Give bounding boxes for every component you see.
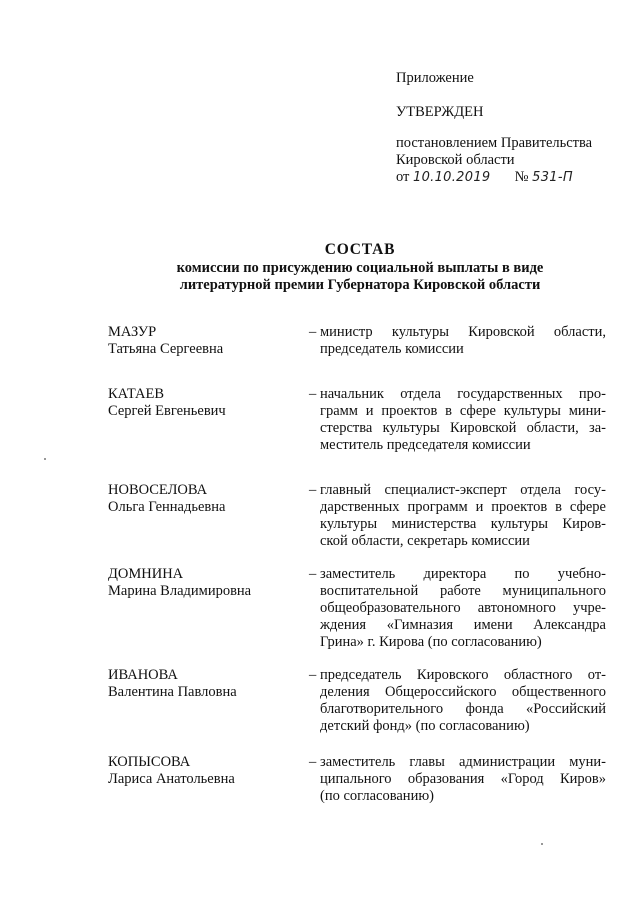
member-name <box>108 566 308 600</box>
role-line: детский фонд» (по согласованию) <box>320 718 530 734</box>
member-surname: КАТАЕВ <box>108 386 165 402</box>
role-line: меститель председателя комиссии <box>320 437 531 453</box>
member-name <box>108 482 308 516</box>
handwritten-date: 10.10.2019 <box>413 170 491 185</box>
member-role <box>320 667 606 735</box>
role-line: воспитательной работе муниципального <box>320 583 606 599</box>
member-entry <box>108 667 608 754</box>
handwritten-number: 531-П <box>532 170 573 185</box>
role-line: общеобразовательного автономного учре- <box>320 600 606 616</box>
member-given-name: Лариса Анатольевна <box>108 771 235 787</box>
member-dash: – <box>309 566 317 582</box>
member-entry <box>108 324 608 386</box>
members-list <box>108 324 608 814</box>
member-dash: – <box>309 754 317 770</box>
title-line-1: комиссии по присуждению социальной выплаты в виде <box>176 260 544 276</box>
member-name <box>108 324 308 358</box>
role-line: стерства культуры Кировской области, за- <box>320 420 606 436</box>
member-surname: ДОМНИНА <box>108 566 184 582</box>
role-line: Грина» г. Кирова (по согласованию) <box>320 634 542 650</box>
approved-label: УТВЕРЖДЕН <box>396 104 484 120</box>
decree-line-2: Кировской области <box>396 152 515 168</box>
member-role <box>320 566 606 651</box>
member-name <box>108 754 308 788</box>
role-line: деления Общероссийского общественного <box>320 684 606 700</box>
role-line: ждения «Гимназия имени Александра <box>320 617 606 633</box>
member-role <box>320 386 606 454</box>
role-line: заместитель главы администрации муни- <box>320 754 606 770</box>
role-line: культуры министерства культуры Киров- <box>320 516 606 532</box>
scan-speck <box>44 458 46 460</box>
member-surname: НОВОСЕЛОВА <box>108 482 208 498</box>
role-line: грамм и проектов в сфере культуры мини- <box>320 403 606 419</box>
member-role <box>320 754 606 805</box>
date-prefix: от <box>396 169 410 185</box>
role-line: министр культуры Кировской области, <box>320 324 606 340</box>
number-prefix: № <box>514 169 529 185</box>
decree-line-1: постановлением Правительства <box>396 135 593 151</box>
document-title: СОСТАВ <box>324 241 396 258</box>
role-line: заместитель директора по учебно- <box>320 566 606 582</box>
member-given-name: Ольга Геннадьевна <box>108 499 226 515</box>
role-line: ской области, секретарь комиссии <box>320 533 530 549</box>
member-dash: – <box>309 667 317 683</box>
role-line: председатель Кировского областного от- <box>320 667 606 683</box>
role-line: главный специалист-эксперт отдела госу- <box>320 482 606 498</box>
role-line: благотворительного фонда «Российский <box>320 701 606 717</box>
member-given-name: Марина Владимировна <box>108 583 252 599</box>
member-dash: – <box>309 386 317 402</box>
member-entry <box>108 566 608 667</box>
member-given-name: Татьяна Сергеевна <box>108 341 224 357</box>
member-dash: – <box>309 482 317 498</box>
appendix-label: Приложение <box>396 70 474 86</box>
title-block <box>0 240 640 294</box>
member-given-name: Сергей Евгеньевич <box>108 403 226 419</box>
role-line: (по согласованию) <box>320 788 434 804</box>
date-number-line <box>396 169 626 186</box>
member-surname: КОПЫСОВА <box>108 754 191 770</box>
member-dash: – <box>309 324 317 340</box>
member-surname: ИВАНОВА <box>108 667 178 683</box>
member-given-name: Валентина Павловна <box>108 684 237 700</box>
member-name <box>108 667 308 701</box>
member-entry <box>108 386 608 482</box>
member-name <box>108 386 308 420</box>
member-surname: МАЗУР <box>108 324 157 340</box>
member-role <box>320 324 606 358</box>
role-line: дарственных программ и проектов в сфере <box>320 499 606 515</box>
role-line: начальник отдела государственных про- <box>320 386 606 402</box>
title-line-2: литературной премии Губернатора Кировской области <box>179 277 541 293</box>
member-role <box>320 482 606 550</box>
member-entry <box>108 482 608 566</box>
role-line: председатель комиссии <box>320 341 464 357</box>
member-entry <box>108 754 608 814</box>
role-line: ципального образования «Город Киров» <box>320 771 606 787</box>
scan-speck <box>541 843 543 845</box>
approval-block <box>396 70 626 186</box>
